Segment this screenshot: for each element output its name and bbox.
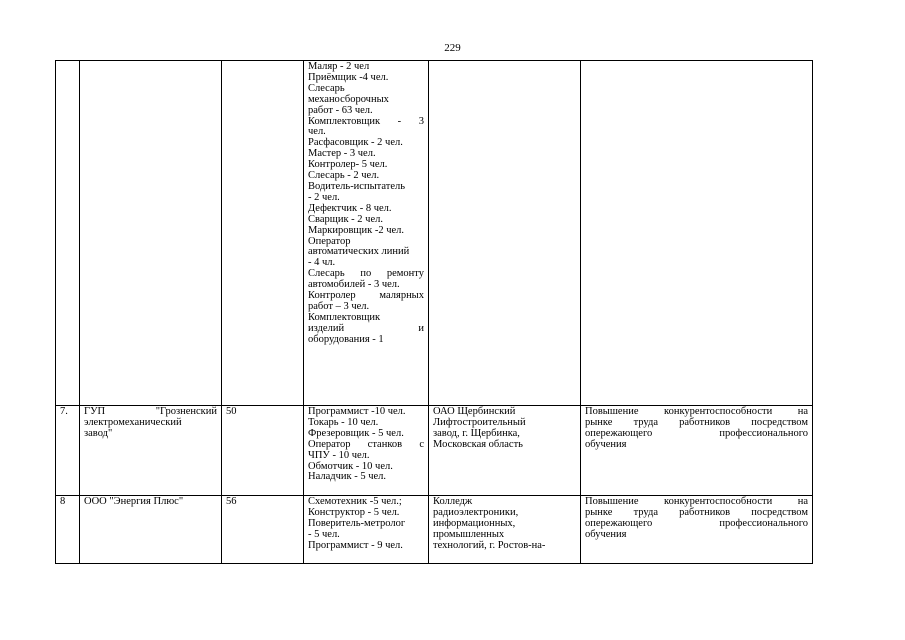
text-line: Оператор xyxy=(308,235,351,247)
table-row-continuation xyxy=(56,61,813,406)
table-row xyxy=(56,496,813,564)
text-line: - 4 чл. xyxy=(308,257,336,269)
text-line: изделий и xyxy=(308,322,424,334)
partner-name xyxy=(433,407,576,451)
text-line: Обмотчик - 10 чел. xyxy=(308,460,393,472)
cell-partner xyxy=(429,406,581,496)
text-line: рынке труда работников посредством xyxy=(585,506,808,518)
text-line: Токарь - 10 чел. xyxy=(308,416,379,428)
text-line: Повышение конкурентоспособности на xyxy=(585,406,808,417)
text-line: - 5 чел. xyxy=(308,528,340,540)
text-line: Слесарь по ремонту xyxy=(308,268,424,280)
cell-professions xyxy=(304,406,429,496)
text-line: ЧПУ - 10 чел. xyxy=(308,449,370,461)
text-line: Водитель-испытатель xyxy=(308,180,406,192)
text-line: Приёмщик -4 чел. xyxy=(308,71,389,83)
text-line: Слесарь - 2 чел. xyxy=(308,170,380,182)
text-line: Сварщик - 2 чел. xyxy=(308,213,383,225)
text-line: Конструктор - 5 чел. xyxy=(308,506,400,518)
cell-count xyxy=(222,61,304,406)
text-line: Комплектовщик xyxy=(308,311,381,323)
text-line: обучения xyxy=(585,528,627,540)
profession-list xyxy=(308,497,424,552)
text-line: Колледж xyxy=(433,496,473,507)
text-line: Контролер- 5 чел. xyxy=(308,159,388,171)
goal-text xyxy=(585,407,808,451)
text-line: Комплектовщик - 3 xyxy=(308,115,424,127)
text-line: обучения xyxy=(585,438,627,450)
text-line: автоматических линий xyxy=(308,246,410,258)
text-line: Программист -10 чел. xyxy=(308,406,406,417)
text-line: промышленных xyxy=(433,528,505,540)
text-line: Контролер малярных xyxy=(308,290,424,302)
text-line: Лифтостроительный xyxy=(433,416,526,428)
partner-name xyxy=(433,497,576,552)
organization-name xyxy=(84,407,217,440)
text-line: Московская область xyxy=(433,438,523,450)
text-line: Фрезеровщик - 5 чел. xyxy=(308,427,404,439)
text-line: Повышение конкурентоспособности на xyxy=(585,496,808,507)
text-line: завод" xyxy=(84,427,113,439)
cell-goal xyxy=(581,406,813,496)
text-line: Мастер - 3 чел. xyxy=(308,148,376,160)
text-line: работ – 3 чел. xyxy=(308,300,370,312)
cell-professions xyxy=(304,61,429,406)
text-line: Поверитель-метролог xyxy=(308,517,406,529)
text-line: ОАО Щербинский xyxy=(433,406,516,417)
page-number: 229 xyxy=(444,42,461,54)
profession-list xyxy=(308,62,424,346)
text-line: чел. xyxy=(308,126,326,138)
cell-goal xyxy=(581,496,813,564)
cell-goal xyxy=(581,61,813,406)
text-line: Расфасовщик - 2 чел. xyxy=(308,137,403,149)
text-line: Слесарь xyxy=(308,82,345,94)
text-line: работ - 63 чел. xyxy=(308,104,373,116)
text-line: ООО "Энергия Плюс" xyxy=(84,496,184,507)
text-line: опережающего профессионального xyxy=(585,517,808,529)
cell-count: 50 xyxy=(222,406,304,496)
text-line: электромеханический xyxy=(84,416,182,428)
text-line: опережающего профессионального xyxy=(585,427,808,439)
text-line: Наладчик - 5 чел. xyxy=(308,471,387,483)
profession-list xyxy=(308,407,424,483)
text-line: завод, г. Щербинка, xyxy=(433,427,520,439)
cell-number: 8 xyxy=(56,496,80,564)
text-line: автомобилей - 3 чел. xyxy=(308,279,400,291)
cell-organization xyxy=(80,496,222,564)
text-line: Маркировщик -2 чел. xyxy=(308,224,405,236)
text-line: Программист - 9 чел. xyxy=(308,539,403,551)
cell-partner xyxy=(429,496,581,564)
cell-organization xyxy=(80,61,222,406)
text-line: Оператор станков с xyxy=(308,438,424,450)
goal-text xyxy=(585,497,808,541)
text-line: механосборочных xyxy=(308,93,389,105)
cell-organization xyxy=(80,406,222,496)
organization-name xyxy=(84,497,217,508)
table-row xyxy=(56,406,813,496)
cell-partner xyxy=(429,61,581,406)
text-line: Дефектчик - 8 чел. xyxy=(308,202,392,214)
cell-count: 56 xyxy=(222,496,304,564)
cell-number xyxy=(56,61,80,406)
text-line: рынке труда работников посредством xyxy=(585,416,808,428)
program-table xyxy=(55,60,813,564)
text-line: ГУП "Грозненский xyxy=(84,406,217,417)
text-line: информационных, xyxy=(433,517,516,529)
text-line: радиоэлектроники, xyxy=(433,506,519,518)
text-line: - 2 чел. xyxy=(308,191,340,203)
text-line: Маляр - 2 чел xyxy=(308,61,370,72)
cell-number: 7. xyxy=(56,406,80,496)
text-line: Схемотехник -5 чел.; xyxy=(308,496,402,507)
text-line: оборудования - 1 xyxy=(308,333,384,345)
text-line: технологий, г. Ростов-на- xyxy=(433,539,546,551)
cell-professions xyxy=(304,496,429,564)
